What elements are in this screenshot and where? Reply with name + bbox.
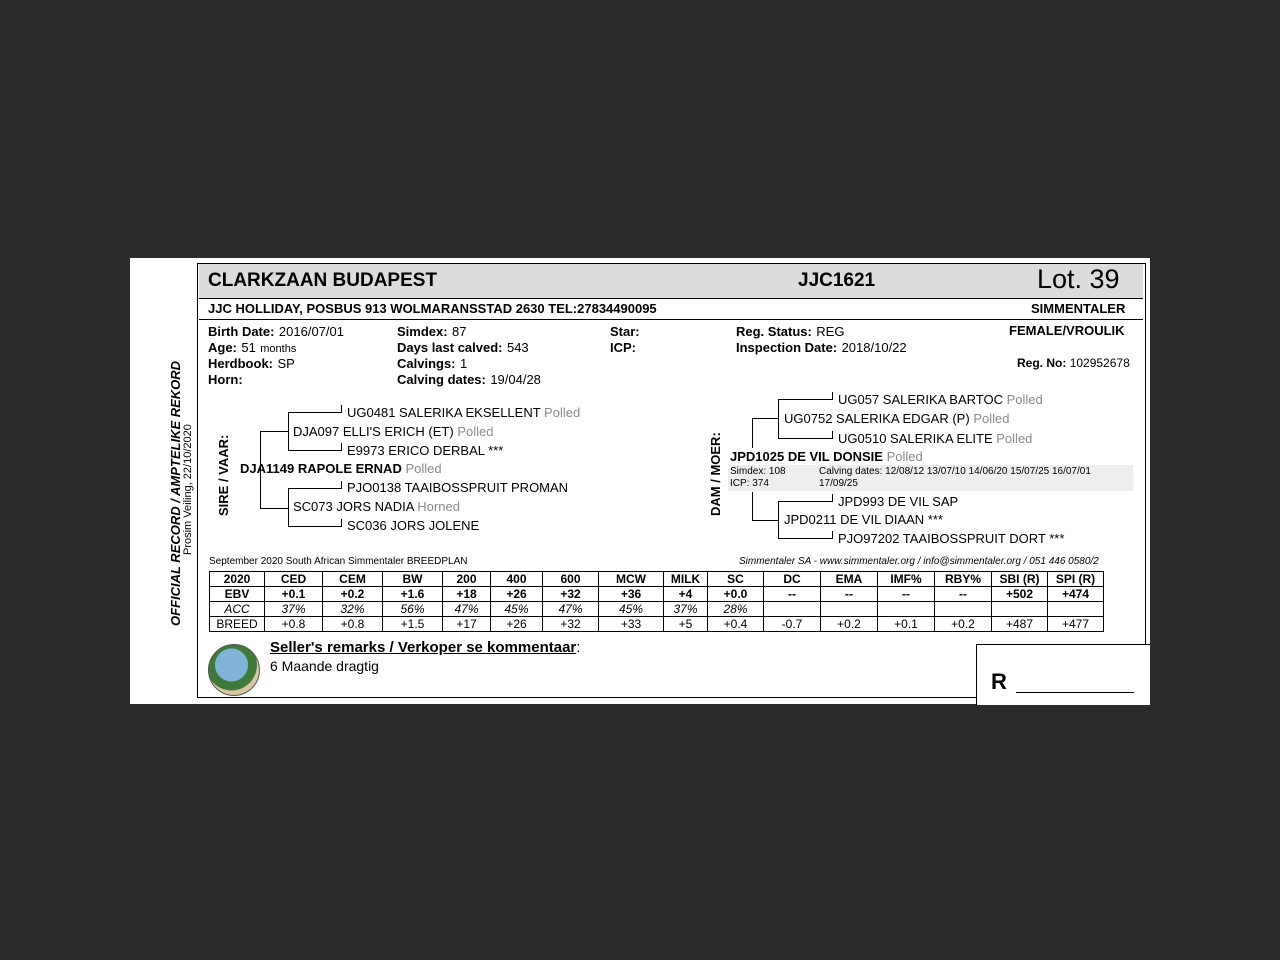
breed-row [210, 617, 1104, 632]
dam-bracket [778, 399, 779, 438]
ebv-cell: SPI (R) [1048, 572, 1104, 587]
sire-name: DJA1149 RAPOLE ERNAD Polled [240, 461, 442, 476]
ebv-cell [992, 602, 1048, 617]
ebv-cell: -- [821, 587, 878, 602]
remarks-text: 6 Maande dragtig [270, 658, 379, 674]
breedplan-contact: Simmentaler SA - www.simmentaler.org / info@simmentaler.org / 051 446 0580/2 [739, 556, 1099, 567]
price-label: R [991, 669, 1007, 694]
sire-sire-dam: E9973 ERICO DERBAL *** [347, 443, 504, 458]
dam-line [778, 538, 832, 539]
dam-dam: JPD0211 DE VIL DIAAN *** [784, 512, 943, 527]
ebv-cell: 32% [323, 602, 383, 617]
ebv-cell: 45% [599, 602, 664, 617]
dam-calving-dates: Calving dates: 12/08/12 13/07/10 14/06/20 15/07/25 16/07/01 [819, 466, 1091, 477]
dam-line [778, 438, 832, 439]
acc-row [210, 602, 1104, 617]
ebv-cell [878, 602, 935, 617]
simdex: Simdex: 87 [397, 324, 467, 339]
ebv-cell: +18 [443, 587, 491, 602]
animal-id: JJC1621 [798, 270, 876, 291]
sire-line [341, 443, 342, 451]
sire-line [260, 431, 288, 432]
dam-sire-sire: UG057 SALERIKA BARTOC Polled [838, 392, 1043, 407]
dam-line [832, 494, 833, 502]
sire-line [341, 405, 342, 413]
official-record-label: OFFICIAL RECORD / AMPTELIKE REKORD [168, 360, 183, 626]
ebv-cell: +32 [543, 617, 599, 632]
ebv-cell: +477 [1048, 617, 1104, 632]
ebv-cell: +32 [543, 587, 599, 602]
ebv-row [210, 587, 1104, 602]
horn: Horn: [208, 372, 243, 387]
ebv-cell: 47% [543, 602, 599, 617]
ebv-cell [764, 602, 821, 617]
herdbook: Herdbook: SP [208, 356, 295, 371]
ebv-cell: 37% [265, 602, 323, 617]
ebv-cell: 56% [383, 602, 443, 617]
sire-bracket [288, 412, 289, 450]
ebv-cell: +0.2 [821, 617, 878, 632]
reg-status: Reg. Status: REG [736, 324, 845, 339]
sire-side-label: SIRE / VAAR: [216, 434, 231, 516]
dam-line [778, 501, 832, 502]
ebv-cell: 400 [491, 572, 543, 587]
ebv-cell: +5 [664, 617, 708, 632]
ebv-cell: 37% [664, 602, 708, 617]
dam-bracket [752, 492, 753, 520]
sire-line [288, 450, 341, 451]
lot-card [130, 258, 1150, 704]
sire-line [260, 508, 288, 509]
ebv-cell: +0.1 [265, 587, 323, 602]
dam-simdex: Simdex: 108 [730, 466, 786, 477]
price-line[interactable] [1016, 692, 1134, 693]
ebv-cell: -0.7 [764, 617, 821, 632]
sire-dam-sire: PJO0138 TAAIBOSSPRUIT PROMAN [347, 480, 569, 495]
sex-label: FEMALE/VROULIK [1009, 323, 1125, 338]
ebv-cell: +502 [992, 587, 1048, 602]
age: Age: 51 months [208, 340, 297, 355]
dam-name: JPD1025 DE VIL DONSIE Polled [730, 449, 923, 464]
dam-dam-sire: JPD993 DE VIL SAP [838, 494, 959, 509]
ebv-cell: MILK [664, 572, 708, 587]
ebv-cell: -- [764, 587, 821, 602]
ebv-cell [1048, 602, 1104, 617]
dam-line [832, 392, 833, 400]
remarks-title: Seller's remarks / Verkoper se kommentaar: [270, 639, 581, 656]
dam-side-label: DAM / MOER: [708, 432, 723, 516]
ebv-cell: EBV [210, 587, 265, 602]
sire-sire: DJA097 ELLI'S ERICH (ET) Polled [293, 424, 494, 439]
dam-bracket [778, 501, 779, 538]
sire-line [341, 519, 342, 527]
sire-dam: SC073 JORS NADIA Horned [293, 499, 460, 514]
ebv-cell: 28% [708, 602, 764, 617]
ebv-cell: EMA [821, 572, 878, 587]
sire-sire-sire: UG0481 SALERIKA EKSELLENT Polled [347, 405, 581, 420]
lot-number: Lot. 39 [1037, 264, 1120, 294]
ebv-cell: MCW [599, 572, 664, 587]
ebv-cell: -- [935, 587, 992, 602]
dam-line [832, 431, 833, 439]
sire-dam-dam: SC036 JORS JOLENE [347, 518, 480, 533]
dam-line [778, 399, 832, 400]
ebv-cell: 200 [443, 572, 491, 587]
reg-number: Reg. No: 102952678 [1017, 356, 1130, 370]
breedplan-label: September 2020 South African Simmentaler BREEDPLAN [209, 556, 468, 567]
ebv-cell: +0.8 [265, 617, 323, 632]
ebv-cell: +0.8 [323, 617, 383, 632]
ebv-cell: 600 [543, 572, 599, 587]
sire-line [341, 481, 342, 489]
ebv-cell: +487 [992, 617, 1048, 632]
dam-line [752, 418, 778, 419]
calvings: Calvings: 1 [397, 356, 468, 371]
calving-dates: Calving dates: 19/04/28 [397, 372, 541, 387]
owner-address: JJC HOLLIDAY, POSBUS 913 WOLMARANSSTAD 2630 TEL:27834490095 [208, 301, 657, 316]
ebv-cell: +36 [599, 587, 664, 602]
ebv-cell: RBY% [935, 572, 992, 587]
ebv-cell [821, 602, 878, 617]
breed-label: SIMMENTALER [1031, 301, 1126, 316]
sire-bracket [288, 488, 289, 526]
animal-name: CLARKZAAN BUDAPEST [208, 270, 438, 291]
ebv-cell: DC [764, 572, 821, 587]
ebv-cell: 45% [491, 602, 543, 617]
ebv-cell: +0.4 [708, 617, 764, 632]
ebv-cell: CEM [323, 572, 383, 587]
sire-line [288, 488, 341, 489]
ebv-cell: +474 [1048, 587, 1104, 602]
simmentaler-logo [208, 644, 260, 696]
ebv-cell: +26 [491, 617, 543, 632]
ebv-cell: 47% [443, 602, 491, 617]
days-last-calved: Days last calved: 543 [397, 340, 529, 355]
sire-line [288, 412, 341, 413]
ebv-cell: ACC [210, 602, 265, 617]
ebv-cell: +0.1 [878, 617, 935, 632]
ebv-cell: +4 [664, 587, 708, 602]
ebv-cell: +17 [443, 617, 491, 632]
dam-line [832, 531, 833, 539]
dam-dam-dam: PJO97202 TAAIBOSSPRUIT DORT *** [838, 531, 1065, 546]
ebv-cell: +0.2 [935, 617, 992, 632]
ebv-cell: +1.6 [383, 587, 443, 602]
star: Star: [610, 324, 640, 339]
ebv-cell: +33 [599, 617, 664, 632]
ebv-cell: SBI (R) [992, 572, 1048, 587]
dam-calving-dates-2: 17/09/25 [819, 478, 858, 489]
sire-line [288, 526, 341, 527]
ebv-cell: +26 [491, 587, 543, 602]
ebv-cell: BREED [210, 617, 265, 632]
ebv-cell: BW [383, 572, 443, 587]
dam-sire-dam: UG0510 SALERIKA ELITE Polled [838, 431, 1033, 446]
ebv-header-row [210, 572, 1104, 587]
dam-bracket [752, 418, 753, 448]
dam-line [752, 520, 778, 521]
ebv-cell: +1.5 [383, 617, 443, 632]
ebv-cell: +0.0 [708, 587, 764, 602]
birth-date: Birth Date: 2016/07/01 [208, 324, 344, 339]
ebv-cell [935, 602, 992, 617]
inspection-date: Inspection Date: 2018/10/22 [736, 340, 907, 355]
ebv-table [209, 571, 1104, 632]
ebv-cell: CED [265, 572, 323, 587]
ebv-cell: SC [708, 572, 764, 587]
ebv-cell: -- [878, 587, 935, 602]
sale-label: Prosim Veiling, 22/10/2020 [182, 424, 194, 555]
dam-icp: ICP: 374 [730, 478, 769, 489]
ebv-cell: IMF% [878, 572, 935, 587]
icp: ICP: [610, 340, 636, 355]
dam-sire: UG0752 SALERIKA EDGAR (P) Polled [784, 411, 1010, 426]
ebv-cell: +0.2 [323, 587, 383, 602]
ebv-cell: 2020 [210, 572, 265, 587]
